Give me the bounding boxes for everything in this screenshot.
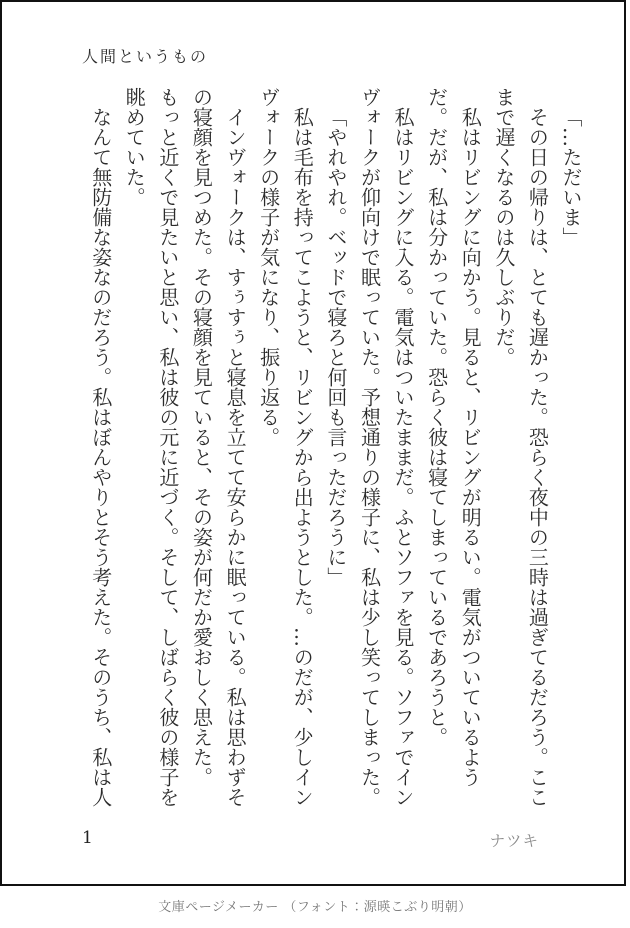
body-paragraph: 私はリビングに入る。電気はついたままだ。ふとソファを見る。ソファでインヴォークが仰向けで眠っていた。予想通りの様子に、私は少し笑ってしまった。 (357, 87, 416, 807)
body-paragraph: 私は毛布を持ってこようと、リビングから出ようとした。…のだが、少しインヴォークの様子が気になり、振り返る。 (256, 87, 315, 807)
body-paragraph: 「…ただいま」 (559, 107, 583, 247)
body-paragraph: 「やれやれ。ベッドで寝ろと何回も言っただろうに」 (323, 107, 348, 587)
page-number: 1 (82, 828, 93, 848)
body-paragraph: インヴォークは、すぅすぅと寝息を立てて安らかに眠っている。私は思わずその寝顔を見つめた。その寝顔を見ていると、その姿が何だか愛おしく思えた。もっと近くで見たいと思い、私は彼の元に近づく。そして、しばらく彼の様子を眺めていた。 (122, 87, 248, 807)
generator-caption: 文庫ページメーカー （フォント：源暎こぶり明朝） (158, 900, 472, 915)
book-title: 人間というもの (82, 47, 209, 66)
author-credit: ナツキ (489, 832, 539, 850)
body-text (83, 87, 587, 809)
body-paragraph: 私はリビングに向かう。見ると、リビングが明るい。電気がついているようだ。だが、私は分かっていた。恐らく彼は寝てしまっているであろうと。 (424, 87, 483, 787)
body-paragraph: なんて無防備な姿なのだろう。私はぼんやりとそう考えた。そのうち、私は人 (88, 107, 113, 807)
body-paragraph: その日の帰りは、とても遅かった。恐らく夜中の三時は過ぎてるだろう。ここまで遅くなるのは久しぶりだ。 (491, 87, 550, 807)
